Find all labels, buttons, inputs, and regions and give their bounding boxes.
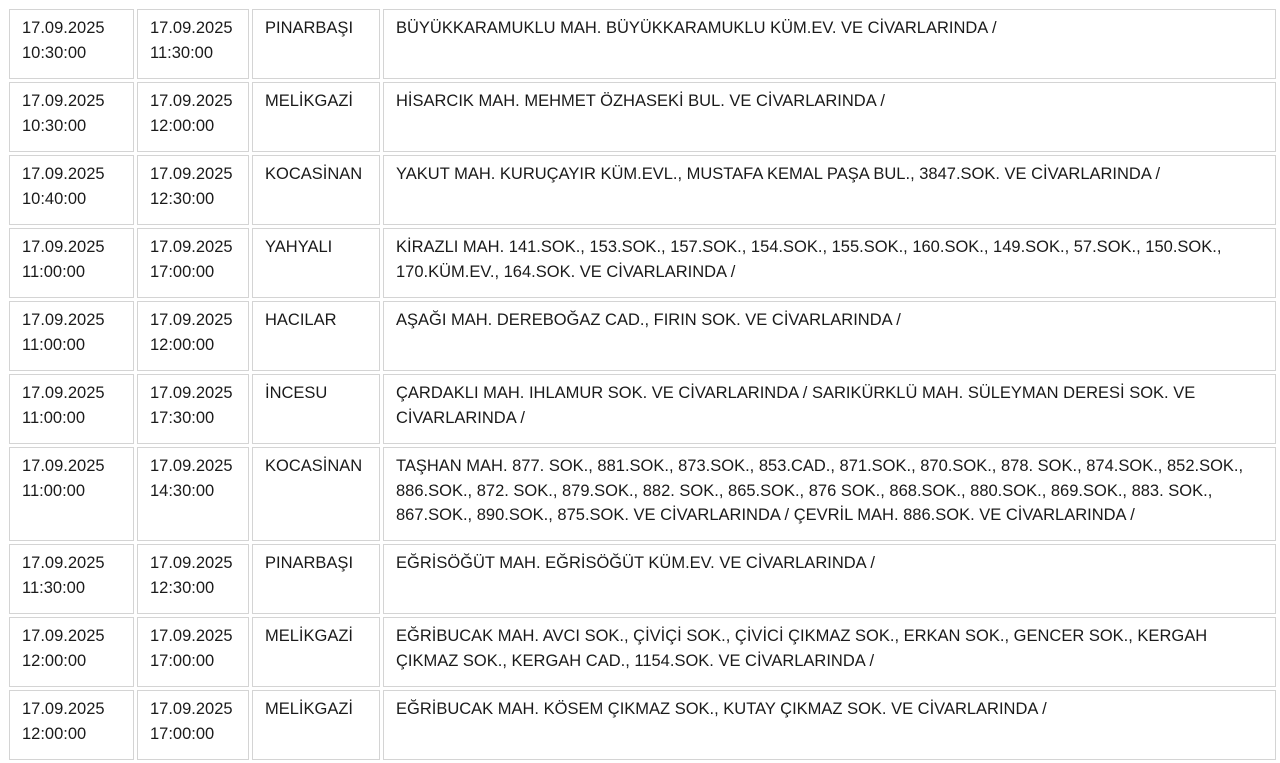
start-date: 17.09.2025 xyxy=(22,700,105,718)
start-date: 17.09.2025 xyxy=(22,457,105,475)
start-time: 10:30:00 xyxy=(22,43,87,62)
end-datetime-cell xyxy=(137,447,249,541)
start-time: 11:00:00 xyxy=(22,335,86,354)
start-datetime-cell xyxy=(9,9,134,79)
location-cell: HİSARCIK MAH. MEHMET ÖZHASEKİ BUL. VE CİVARLARINDA / xyxy=(383,82,1276,152)
district-cell: KOCASİNAN xyxy=(252,447,380,541)
start-time: 10:30:00 xyxy=(22,116,87,135)
district-cell: PINARBAŞI xyxy=(252,9,380,79)
start-date: 17.09.2025 xyxy=(22,384,105,402)
end-time: 17:30:00 xyxy=(150,408,215,427)
district-cell: MELİKGAZİ xyxy=(252,82,380,152)
end-date: 17.09.2025 xyxy=(150,457,233,475)
start-date: 17.09.2025 xyxy=(22,19,105,37)
location-cell: TAŞHAN MAH. 877. SOK., 881.SOK., 873.SOK., 853.CAD., 871.SOK., 870.SOK., 878. SOK., 874.SOK., 852.SOK., 886.SOK., 872. SOK., 879.SOK., 882. SOK., 865.SOK., 876 SOK., 868.SOK., 880.SOK., 869.SOK., 883. SOK., 867.SOK., 890.SOK., 875.SOK. VE CİVARLARINDA / ÇEVRİL MAH. 886.SOK. VE CİVARLARINDA / xyxy=(383,447,1276,541)
end-datetime-cell xyxy=(137,301,249,371)
table-row xyxy=(9,690,1276,760)
end-date: 17.09.2025 xyxy=(150,554,233,572)
end-time: 17:00:00 xyxy=(150,651,215,670)
start-time: 12:00:00 xyxy=(22,724,87,743)
table-row xyxy=(9,9,1276,79)
end-time: 12:30:00 xyxy=(150,578,215,597)
table-row xyxy=(9,155,1276,225)
end-time: 12:00:00 xyxy=(150,335,215,354)
end-time: 17:00:00 xyxy=(150,724,215,743)
start-date: 17.09.2025 xyxy=(22,554,105,572)
start-date: 17.09.2025 xyxy=(22,165,105,183)
start-datetime-cell xyxy=(9,447,134,541)
table-row xyxy=(9,447,1276,541)
end-datetime-cell xyxy=(137,374,249,444)
location-cell: EĞRİBUCAK MAH. AVCI SOK., ÇİVİÇİ SOK., ÇİVİCİ ÇIKMAZ SOK., ERKAN SOK., GENCER SOK., KERGAH ÇIKMAZ SOK., KERGAH CAD., 1154.SOK. VE CİVARLARINDA / xyxy=(383,617,1276,687)
start-time: 11:00:00 xyxy=(22,262,86,281)
start-date: 17.09.2025 xyxy=(22,627,105,645)
outage-table-body xyxy=(9,9,1276,760)
outage-table xyxy=(6,6,1279,763)
table-row xyxy=(9,301,1276,371)
end-date: 17.09.2025 xyxy=(150,384,233,402)
end-time: 17:00:00 xyxy=(150,262,215,281)
start-datetime-cell xyxy=(9,544,134,614)
table-row xyxy=(9,374,1276,444)
end-date: 17.09.2025 xyxy=(150,19,233,37)
start-time: 12:00:00 xyxy=(22,651,87,670)
start-datetime-cell xyxy=(9,301,134,371)
end-date: 17.09.2025 xyxy=(150,238,233,256)
district-cell: HACILAR xyxy=(252,301,380,371)
start-time: 11:00:00 xyxy=(22,481,86,500)
table-row xyxy=(9,617,1276,687)
end-date: 17.09.2025 xyxy=(150,165,233,183)
end-datetime-cell xyxy=(137,228,249,298)
location-cell: EĞRİSÖĞÜT MAH. EĞRİSÖĞÜT KÜM.EV. VE CİVARLARINDA / xyxy=(383,544,1276,614)
location-cell: YAKUT MAH. KURUÇAYIR KÜM.EVL., MUSTAFA KEMAL PAŞA BUL., 3847.SOK. VE CİVARLARINDA / xyxy=(383,155,1276,225)
table-row xyxy=(9,82,1276,152)
end-date: 17.09.2025 xyxy=(150,627,233,645)
end-time: 14:30:00 xyxy=(150,481,215,500)
end-datetime-cell xyxy=(137,544,249,614)
location-cell: EĞRİBUCAK MAH. KÖSEM ÇIKMAZ SOK., KUTAY ÇIKMAZ SOK. VE CİVARLARINDA / xyxy=(383,690,1276,760)
district-cell: İNCESU xyxy=(252,374,380,444)
district-cell: YAHYALI xyxy=(252,228,380,298)
start-time: 11:00:00 xyxy=(22,408,86,427)
start-date: 17.09.2025 xyxy=(22,238,105,256)
district-cell: KOCASİNAN xyxy=(252,155,380,225)
end-datetime-cell xyxy=(137,155,249,225)
district-cell: MELİKGAZİ xyxy=(252,617,380,687)
district-cell: MELİKGAZİ xyxy=(252,690,380,760)
table-row xyxy=(9,228,1276,298)
start-date: 17.09.2025 xyxy=(22,311,105,329)
start-datetime-cell xyxy=(9,228,134,298)
end-time: 11:30:00 xyxy=(150,43,214,62)
location-cell: AŞAĞI MAH. DEREBOĞAZ CAD., FIRIN SOK. VE CİVARLARINDA / xyxy=(383,301,1276,371)
start-datetime-cell xyxy=(9,155,134,225)
start-datetime-cell xyxy=(9,617,134,687)
start-datetime-cell xyxy=(9,690,134,760)
start-time: 11:30:00 xyxy=(22,578,86,597)
end-datetime-cell xyxy=(137,82,249,152)
location-cell: BÜYÜKKARAMUKLU MAH. BÜYÜKKARAMUKLU KÜM.EV. VE CİVARLARINDA / xyxy=(383,9,1276,79)
end-time: 12:30:00 xyxy=(150,189,215,208)
start-datetime-cell xyxy=(9,82,134,152)
end-time: 12:00:00 xyxy=(150,116,215,135)
end-datetime-cell xyxy=(137,9,249,79)
location-cell: KİRAZLI MAH. 141.SOK., 153.SOK., 157.SOK., 154.SOK., 155.SOK., 160.SOK., 149.SOK., 57.SOK., 150.SOK., 170.KÜM.EV., 164.SOK. VE CİVARLARINDA / xyxy=(383,228,1276,298)
end-date: 17.09.2025 xyxy=(150,92,233,110)
start-datetime-cell xyxy=(9,374,134,444)
end-datetime-cell xyxy=(137,690,249,760)
district-cell: PINARBAŞI xyxy=(252,544,380,614)
end-date: 17.09.2025 xyxy=(150,311,233,329)
end-datetime-cell xyxy=(137,617,249,687)
table-row xyxy=(9,544,1276,614)
end-date: 17.09.2025 xyxy=(150,700,233,718)
location-cell: ÇARDAKLI MAH. IHLAMUR SOK. VE CİVARLARINDA / SARIKÜRKLÜ MAH. SÜLEYMAN DERESİ SOK. VE CİVARLARINDA / xyxy=(383,374,1276,444)
start-time: 10:40:00 xyxy=(22,189,87,208)
start-date: 17.09.2025 xyxy=(22,92,105,110)
